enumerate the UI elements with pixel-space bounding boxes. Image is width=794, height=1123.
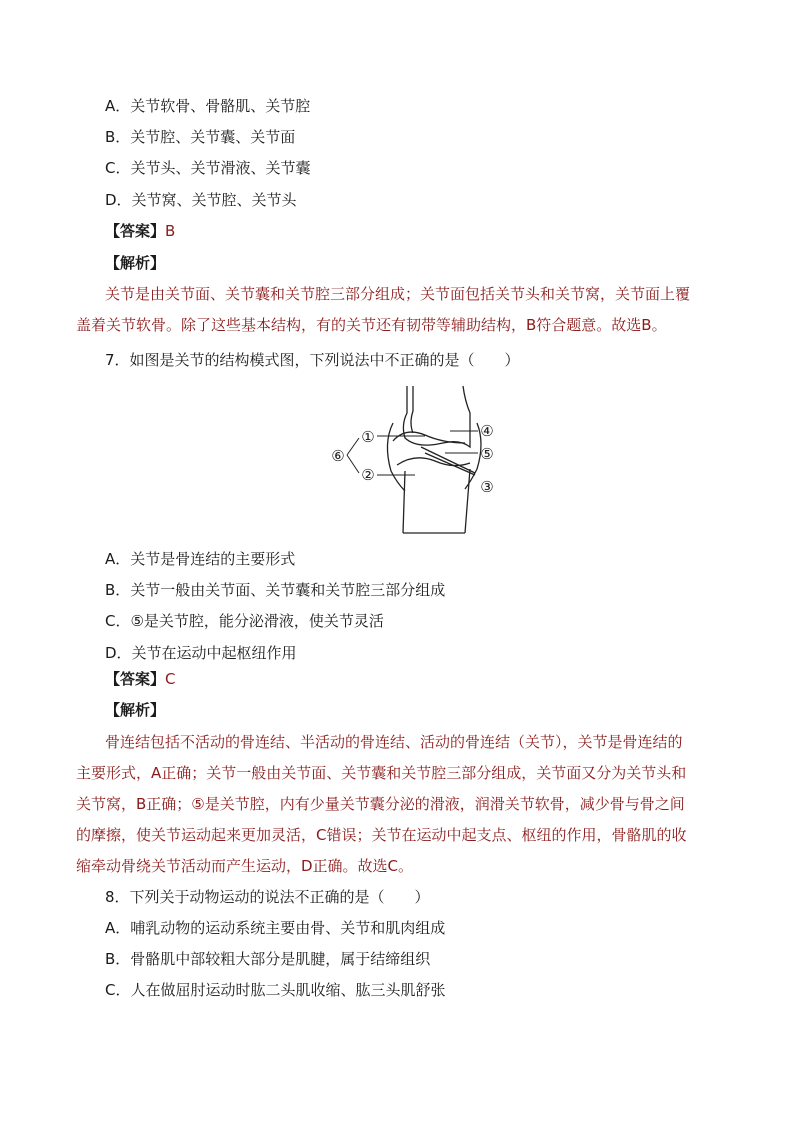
q8-option-b: B．骨骼肌中部较粗大部分是肌腱，属于结缔组织: [105, 950, 431, 968]
joint-structure-diagram: [325, 383, 500, 538]
q6-option-c: C．关节头、关节滑液、关节囊: [105, 159, 311, 177]
lower-bone-left: [403, 471, 405, 533]
lower-bone-right: [465, 469, 470, 533]
q7-analysis-line-3: 关节窝，B正确；⑤是关节腔，内有少量关节囊分泌的滑液，润滑关节软骨，减少骨与骨之间: [76, 795, 685, 813]
q6-option-a: A．关节软骨、骨骼肌、关节腔: [105, 97, 311, 115]
q7-option-a: A．关节是骨连结的主要形式: [105, 550, 296, 568]
q7-option-c: C．⑤是关节腔，能分泌滑液，使关节灵活: [105, 612, 384, 630]
q6-answer-tag: 【答案】: [105, 222, 166, 240]
q8-question: 8．下列关于动物运动的说法不正确的是（ ）: [105, 888, 430, 906]
q7-analysis-line-4: 的摩擦，使关节运动起来更加灵活，C错误；关节在运动中起支点、枢纽的作用，骨骼肌的收: [76, 826, 687, 844]
q7-answer-value: C: [165, 670, 176, 688]
q7-analysis-line-2: 主要形式，A正确；关节一般由关节面、关节囊和关节腔三部分组成，关节面又分为关节头和: [76, 764, 687, 782]
q7-answer-tag: 【答案】: [105, 670, 166, 688]
label-1: ①: [361, 428, 375, 446]
q7-analysis-line-1: 骨连结包括不活动的骨连结、半活动的骨连结、活动的骨连结（关节），关节是骨连结的: [105, 733, 683, 751]
articular-socket-curve: [397, 458, 470, 466]
q6-answer: [105, 221, 175, 241]
joint-capsule-right: [465, 423, 481, 489]
q6-answer-value: B: [165, 222, 176, 240]
q6-analysis-line-2: 盖着关节软骨。除了这些基本结构，有的关节还有韧带等辅助结构，B符合题意。故选B。: [76, 316, 667, 334]
q6-analysis-line-1: 关节是由关节面、关节囊和关节腔三部分组成；关节面包括关节头和关节窝，关节面上覆: [105, 285, 691, 303]
q6-analysis-tag: 【解析】: [105, 254, 166, 272]
label-3: ③: [480, 478, 494, 496]
label-2: ②: [361, 466, 375, 484]
q7-option-b: B．关节一般由关节面、关节囊和关节腔三部分组成: [105, 581, 446, 599]
q8-option-c: C．人在做屈肘运动时肱二头肌收缩、肱三头肌舒张: [105, 981, 446, 999]
bracket-6: [347, 438, 359, 473]
q7-analysis-tag: 【解析】: [105, 701, 166, 719]
q6-option-d: D．关节窝、关节腔、关节头: [105, 191, 297, 209]
q7-option-d: D．关节在运动中起枢纽作用: [105, 644, 297, 662]
pointer-line-3a: [421, 447, 475, 473]
label-5: ⑤: [480, 445, 494, 463]
label-6: ⑥: [331, 447, 345, 465]
q8-option-a: A．哺乳动物的运动系统主要由骨、关节和肌肉组成: [105, 919, 446, 937]
q7-analysis-line-5: 缩牵动骨绕关节活动而产生运动，D正确。故选C。: [76, 857, 414, 875]
q7-answer: [105, 669, 176, 689]
upper-bone-inner-outline: [411, 386, 413, 433]
label-4: ④: [480, 422, 494, 440]
q7-question: 7．如图是关节的结构模式图，下列说法中不正确的是（ ）: [105, 351, 520, 369]
q6-option-b: B．关节腔、关节囊、关节面: [105, 128, 296, 146]
